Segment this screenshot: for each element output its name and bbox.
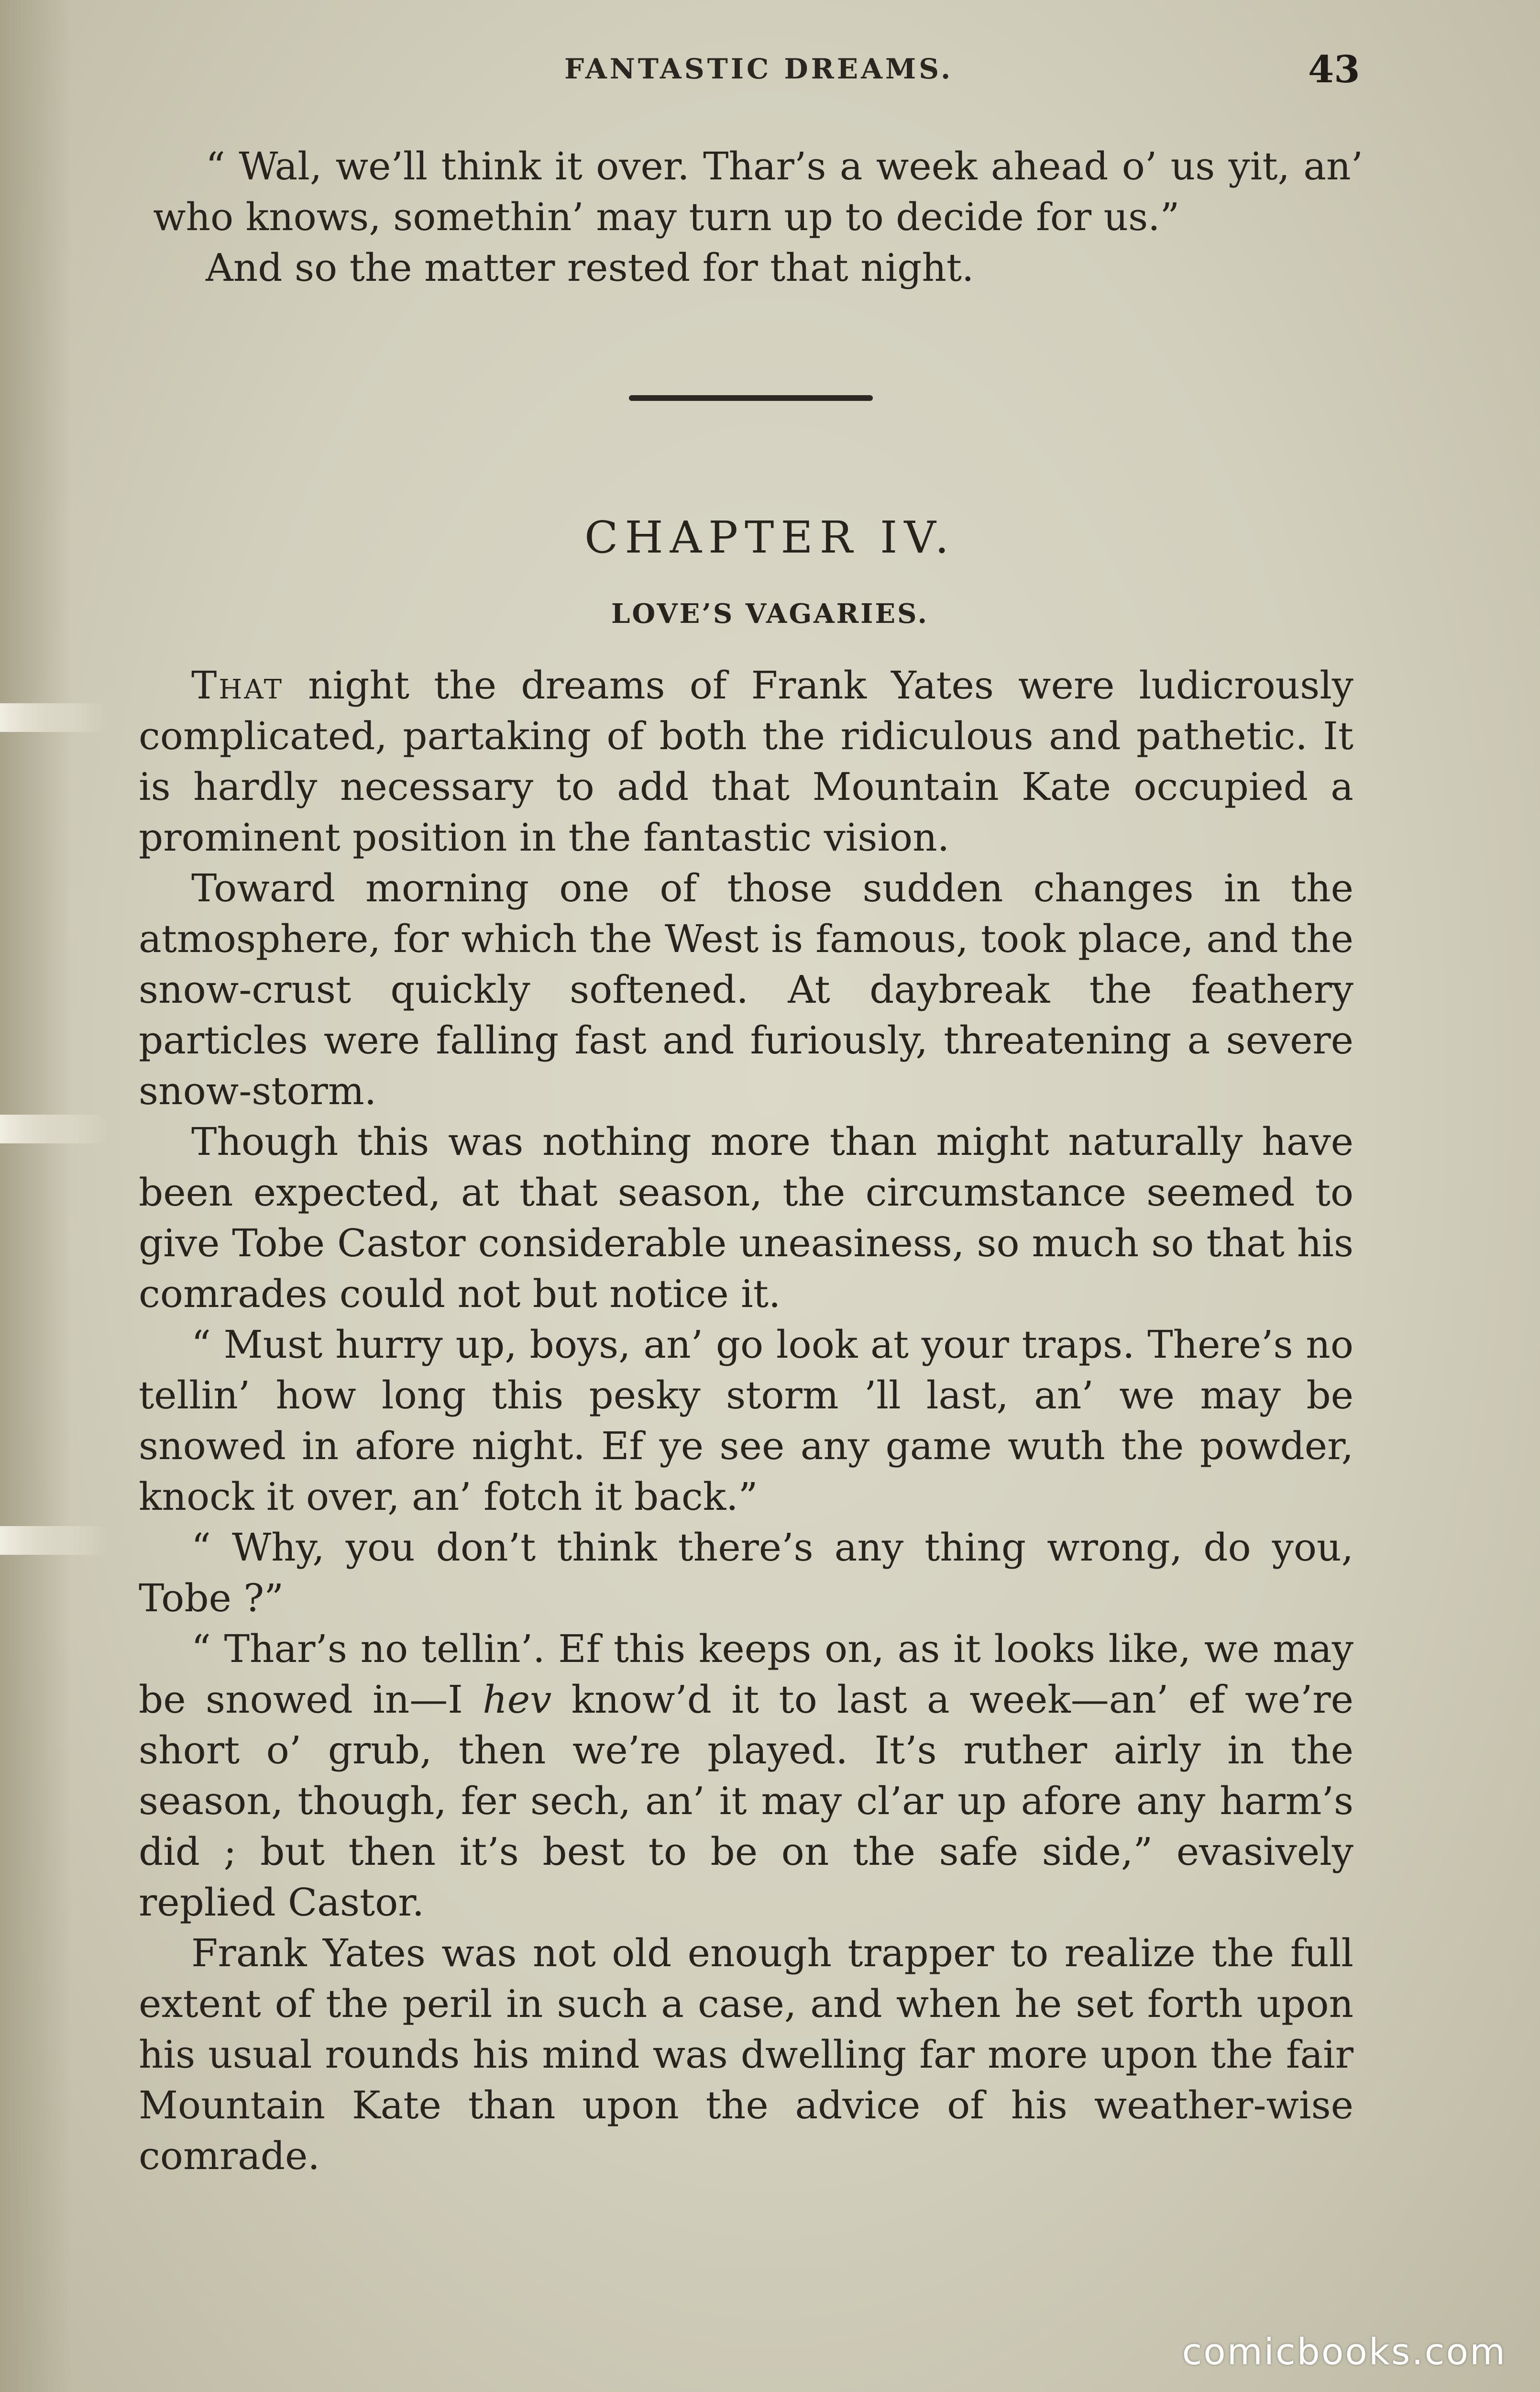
paragraph-text: “ Thar’s no tellin’. Ef this keeps on, as it looks like, we may be snowed in—I — [139, 1627, 1353, 1722]
site-watermark: comicbooks.com — [1182, 2330, 1507, 2373]
paragraph: Frank Yates was not old enough trapper to realize the full extent of the peril in such a case, and when he set forth upon his usual rounds his mind was dwelling far more upon the fair Mountain Kate than upon the advice of his weather-wise comrade. — [139, 1931, 1353, 2178]
paragraph-text: night the dreams of Frank Yates were ludicrously complicated, partaking of both the ridiculous and pathetic. It is hardly necessary to add that Mountain Kate occupied a prominent position in the fantastic vision. — [139, 663, 1353, 860]
running-head — [0, 48, 1540, 100]
italic-word: hev — [483, 1677, 552, 1722]
page-tear-mark — [0, 703, 110, 732]
paragraph: “ Must hurry up, boys, an’ go look at your traps. There’s no tellin’ how long this pesky storm ’ll last, an’ we may be snowed in afore night. Ef ye see any game wuth the powder, knock it over, an’ fotch it back.” — [139, 1322, 1353, 1519]
paragraph: And so the matter rested for that night. — [206, 245, 974, 290]
drop-lead-word: That — [191, 663, 284, 708]
page-tear-mark — [0, 1115, 110, 1143]
paragraph-text: know’d it to last a week—an’ ef we’re short o’ grub, then we’re played. It’s ruther airly in the season, though, fer sech, an’ it may cl’ar up afore any harm’s did ; but then it’s best to be on the safe side,” evasively replied Castor. — [139, 1677, 1353, 1925]
page-edge-shadow — [0, 0, 72, 2392]
page-tear-mark — [0, 1526, 110, 1555]
section-divider-rule — [629, 395, 873, 401]
running-title: FANTASTIC DREAMS. — [564, 53, 954, 85]
paragraph: Toward morning one of those sudden changes in the atmosphere, for which the West is famous, took place, and the snow-crust quickly softened. At daybreak the feathery particles were falling fast and furiously, threatening a severe snow-storm. — [139, 866, 1353, 1113]
paragraph: “ Wal, we’ll think it over. Thar’s a week ahead o’ us yit, an’ who knows, somethin’ may turn up to decide for us.” — [153, 144, 1363, 239]
chapter-subtitle: LOVE’S VAGARIES. — [611, 598, 929, 630]
paragraph — [139, 660, 1353, 863]
chapter-heading: CHAPTER IV. — [584, 512, 956, 563]
paragraph — [139, 1624, 1353, 1928]
top-text-block — [153, 141, 1363, 293]
chapter-body — [139, 660, 1353, 2182]
paragraph: Though this was nothing more than might naturally have been expected, at that season, the circumstance seemed to give Tobe Castor considerable uneasiness, so much so that his comrades could not but notice it. — [139, 1119, 1353, 1316]
page-number: 43 — [1308, 48, 1360, 91]
paragraph: “ Why, you don’t think there’s any thing wrong, do you, Tobe ?” — [139, 1525, 1353, 1620]
